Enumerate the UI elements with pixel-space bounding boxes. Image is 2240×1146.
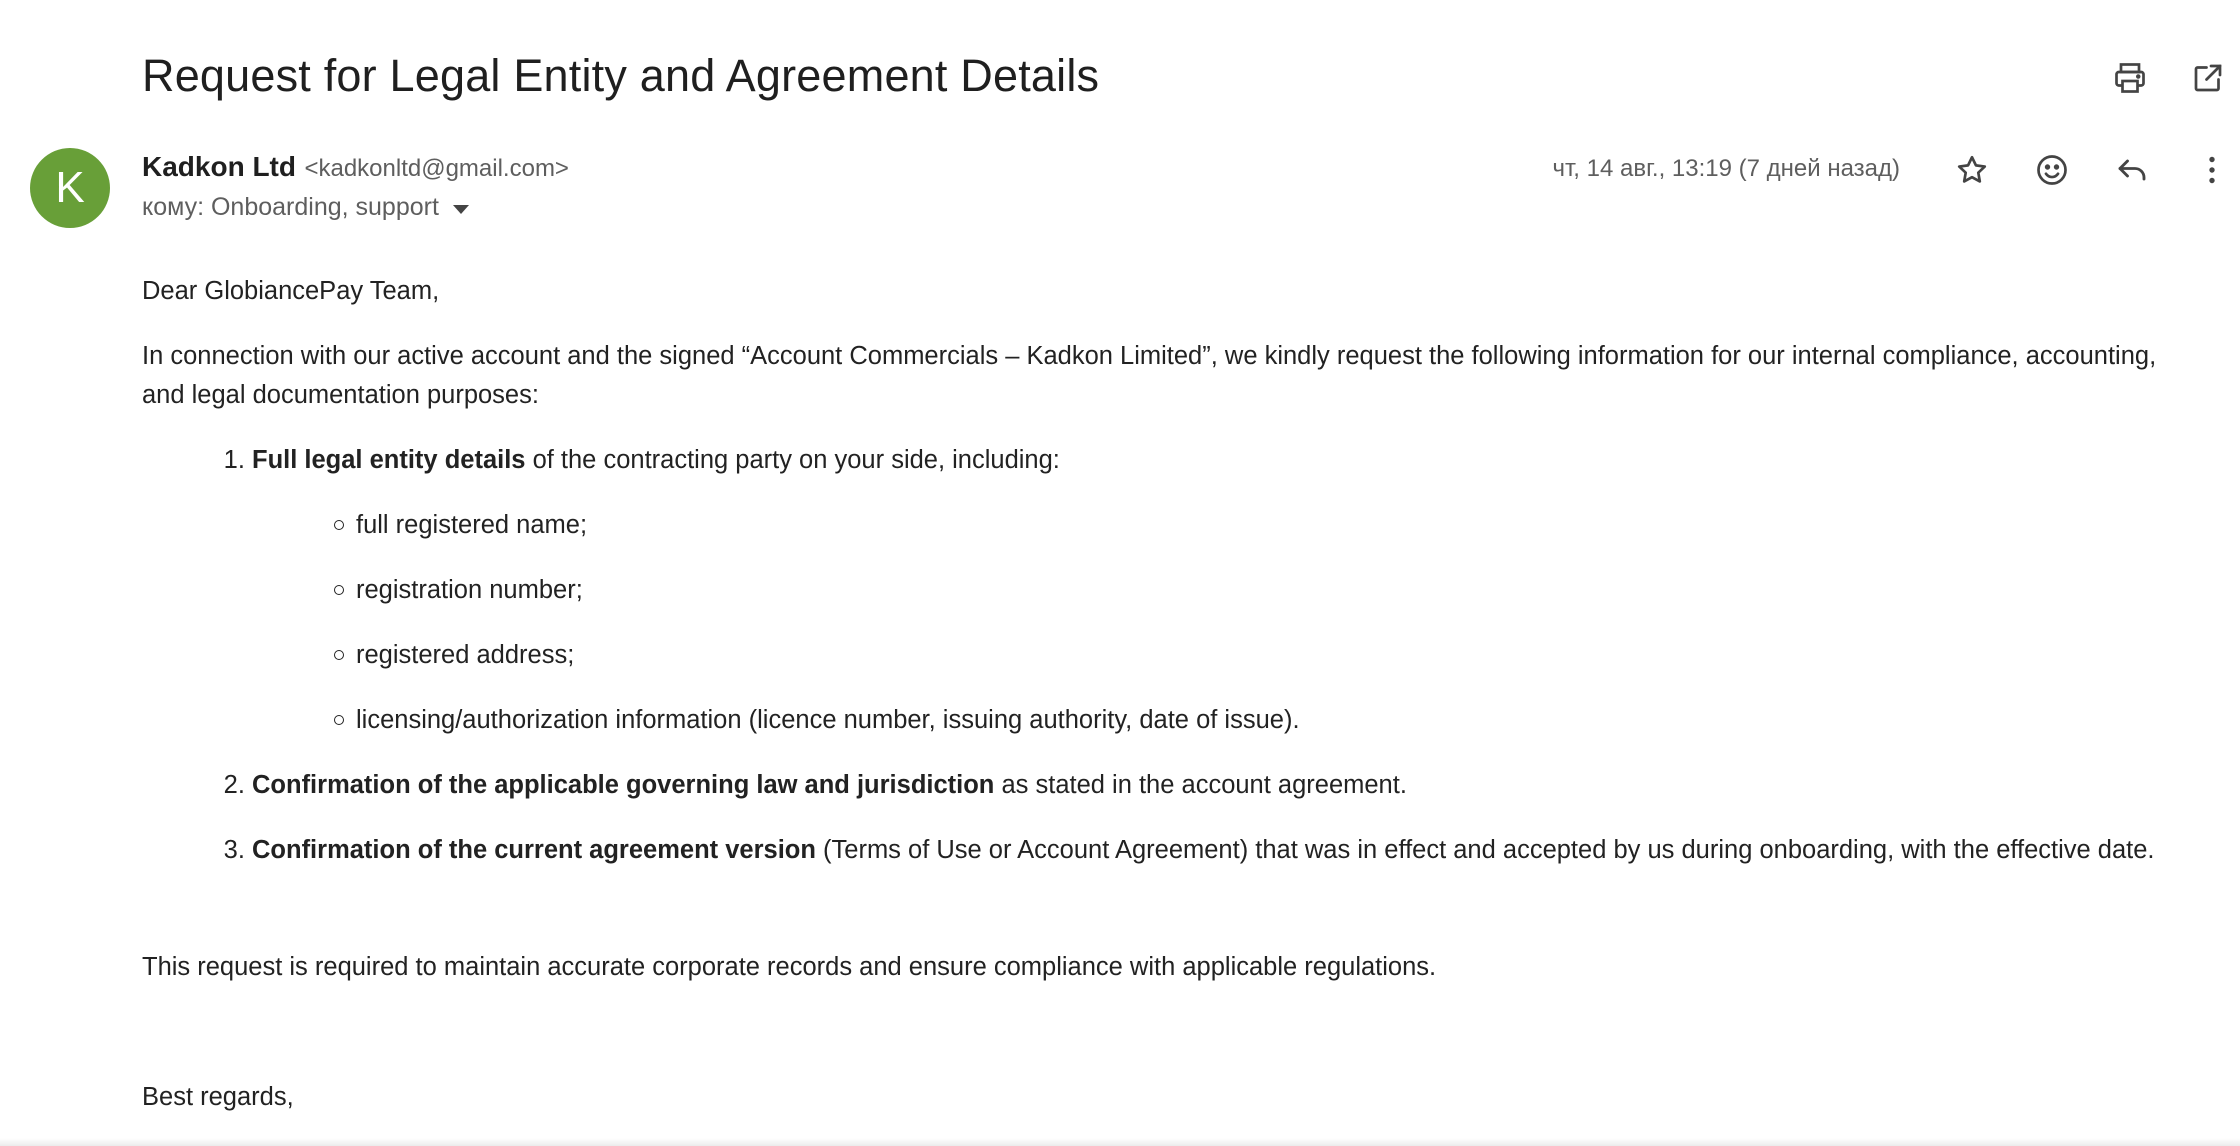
request-list bbox=[142, 441, 2202, 870]
email-intro: In connection with our active account and the signed “Account Commercials – Kadkon Limited”, we kindly request the following information for our internal compliance, accounting, and legal documentation purposes: bbox=[142, 342, 2157, 409]
sub-list-item: registration number; bbox=[334, 571, 2202, 610]
sender-avatar[interactable]: K bbox=[30, 148, 110, 228]
more-vert-icon bbox=[2194, 152, 2230, 188]
sender-email: <kadkonltd@gmail.com> bbox=[304, 155, 569, 182]
entity-details-list bbox=[252, 506, 2202, 740]
open-in-new-window-icon bbox=[2190, 60, 2226, 96]
email-signoff: Best regards, bbox=[142, 1083, 294, 1111]
list-item bbox=[252, 766, 2202, 805]
email-date: чт, 14 авг., 13:19 (7 дней назад) bbox=[1552, 155, 1900, 182]
list-item bbox=[252, 441, 2202, 740]
print-icon bbox=[2112, 60, 2148, 96]
email-greeting: Dear GlobiancePay Team, bbox=[142, 277, 440, 305]
email-subject: Request for Legal Entity and Agreement Details bbox=[142, 50, 1100, 101]
list-item-bold: Confirmation of the current agreement version bbox=[252, 836, 816, 864]
sub-list-item: registered address; bbox=[334, 636, 2202, 675]
chevron-down-icon[interactable] bbox=[453, 205, 469, 214]
email-closing: This request is required to maintain accurate corporate records and ensure compliance with applicable regulations. bbox=[142, 953, 1437, 981]
sub-list-item: full registered name; bbox=[334, 506, 2202, 545]
bottom-divider bbox=[0, 1138, 2240, 1146]
emoji-reaction-icon bbox=[2034, 152, 2070, 188]
email-body bbox=[142, 272, 2202, 1117]
thread-actions bbox=[2110, 58, 2228, 98]
sender-line bbox=[142, 151, 569, 183]
emoji-reaction-button[interactable] bbox=[2032, 150, 2072, 190]
recipients-label: кому: Onboarding, support bbox=[142, 193, 439, 221]
open-in-new-window-button[interactable] bbox=[2188, 58, 2228, 98]
print-button[interactable] bbox=[2110, 58, 2150, 98]
more-options-button[interactable] bbox=[2192, 150, 2232, 190]
star-icon bbox=[1954, 152, 1990, 188]
sub-list-item: licensing/authorization information (licence number, issuing authority, date of issue). bbox=[334, 701, 2202, 740]
sender-name[interactable]: Kadkon Ltd bbox=[142, 151, 296, 182]
recipients-toggle[interactable] bbox=[142, 193, 469, 222]
list-item-text: (Terms of Use or Account Agreement) that was in effect and accepted by us during onboarding, with the effective date. bbox=[815, 836, 2155, 864]
star-button[interactable] bbox=[1952, 150, 1992, 190]
list-item bbox=[252, 831, 2202, 870]
reply-icon bbox=[2114, 152, 2150, 188]
list-item-bold: Full legal entity details bbox=[252, 446, 526, 474]
message-actions bbox=[1952, 150, 2232, 190]
list-item-text: of the contracting party on your side, including: bbox=[525, 446, 1060, 474]
reply-button[interactable] bbox=[2112, 150, 2152, 190]
list-item-text: as stated in the account agreement. bbox=[994, 771, 1407, 799]
list-item-bold: Confirmation of the applicable governing law and jurisdiction bbox=[252, 771, 995, 799]
